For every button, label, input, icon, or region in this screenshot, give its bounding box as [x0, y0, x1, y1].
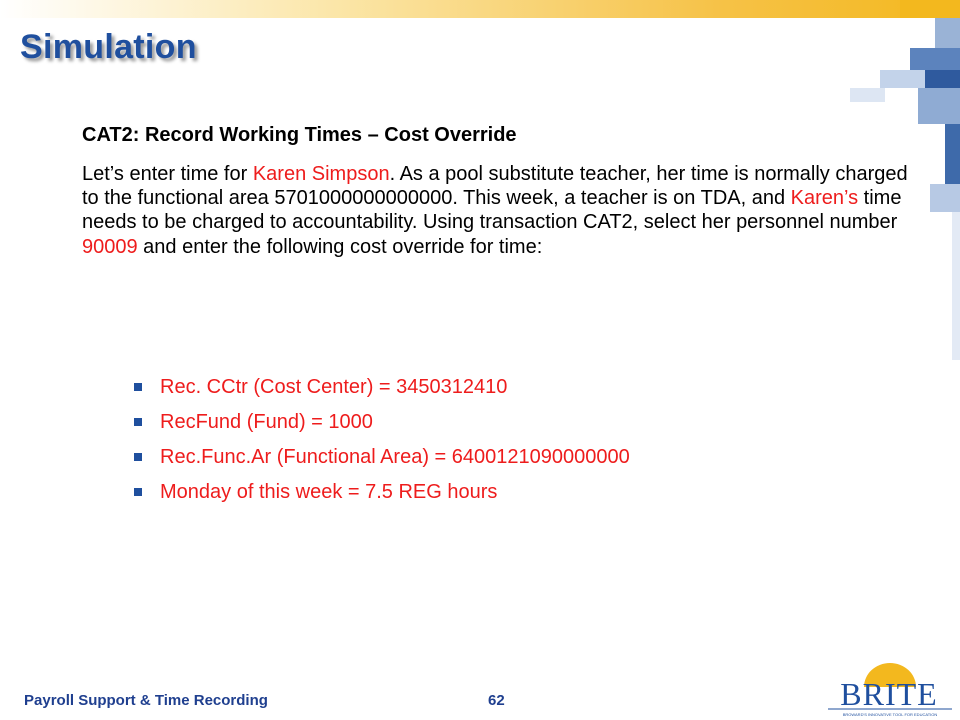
- section-heading: CAT2: Record Working Times – Cost Override: [82, 124, 517, 146]
- svg-text:BROWARD'S INNOVATIVE TOOL FOR: BROWARD'S INNOVATIVE TOOL FOR EDUCATION: [842, 712, 938, 717]
- footer-course-title: Payroll Support & Time Recording: [24, 692, 268, 709]
- para-text-1: Let’s enter time for: [82, 163, 253, 185]
- bullet-text: RecFund (Fund) = 1000: [160, 411, 373, 433]
- square-bullet-icon: [134, 418, 142, 426]
- square-bullet-icon: [134, 488, 142, 496]
- svg-text:BRITE: BRITE: [840, 676, 938, 712]
- bullet-item-fund: [132, 410, 630, 445]
- square-bullet-icon: [134, 383, 142, 391]
- bullet-item-functional-area: [132, 445, 630, 480]
- instruction-paragraph: [82, 162, 912, 259]
- bullet-text: Rec. CCtr (Cost Center) = 3450312410: [160, 376, 508, 398]
- override-bullet-list: [132, 375, 630, 515]
- para-text-4: and enter the following cost override for time:: [137, 235, 543, 258]
- square-bullet-icon: [134, 453, 142, 461]
- page-number: 62: [488, 692, 505, 709]
- para-text-3: time needs to be charged to accountability. Using transaction CAT2, select her personnel number: [82, 187, 902, 234]
- bullet-item-monday-hours: [132, 480, 630, 515]
- brite-logo: [820, 660, 958, 720]
- bullet-text: Monday of this week = 7.5 REG hours: [160, 481, 498, 503]
- bullet-item-cost-center: [132, 375, 630, 410]
- employee-name-possessive: Karen’s: [790, 187, 859, 210]
- employee-name: Karen Simpson: [252, 163, 390, 185]
- slide-title: Simulation: [20, 28, 197, 66]
- bullet-text: Rec.Func.Ar (Functional Area) = 6400121090000000: [160, 446, 630, 468]
- para-text-2: . As a pool substitute teacher, her time is normally charged to the functional area 5701000000000000. This week, a teacher is on TDA, and: [82, 163, 908, 210]
- personnel-number: 90009: [82, 235, 138, 258]
